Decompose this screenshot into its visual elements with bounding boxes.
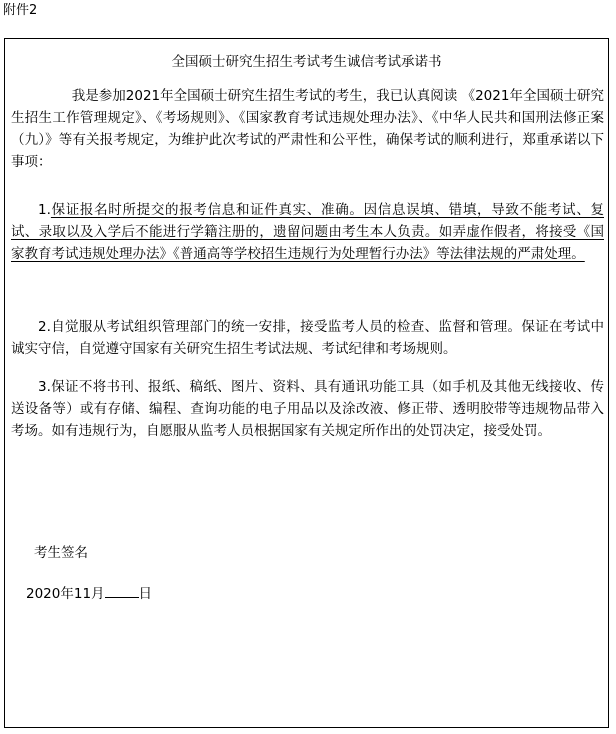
pledge-item-2-number: 2. [38,319,51,335]
signature-label: 考生签名 [34,545,88,561]
date-day-blank[interactable] [105,584,139,598]
intro-paragraph: 我是参加2021年全国硕士研究生招生考试的考生，我已认真阅读 《2021年全国硕士研究生招生工作管理规定》、《考场规则》、《国家教育考试违规处理办法》、《中华人民共和国刑法修正案（九）》等有关报考规定，为维护此次考试的严肃性和公平性，确保考试的顺利进行，郑重承诺以下事项： [11,88,604,170]
attachment-label: 附件2 [3,3,38,18]
pledge-item-1-number: 1. [38,202,51,218]
pledge-item-3-number: 3. [38,379,51,395]
pledge-item-1 [11,199,604,265]
date-line [26,584,152,603]
pledge-item-3 [11,376,604,442]
pledge-document-frame [4,38,609,728]
pledge-item-3-text: 保证不将书刊、报纸、稿纸、图片、资料、具有通讯功能工具（如手机及其他无线接收、传送设备等）或有存储、编程、查询功能的电子用品以及涂改液、修正带、透明胶带等违规物品带入考场。如有违规行为，自愿服从监考人员根据国家有关规定所作出的处罚决定，接受处罚。 [11,379,604,439]
date-prefix: 2020年11月 [26,586,105,602]
pledge-item-1-text: 保证报名时所提交的报考信息和证件真实、准确。因信息误填、错填，导致不能考试、复试、录取以及入学后不能进行学籍注册的，遗留问题由考生本人负责。如弄虚作假者，将接受《国家教育考试违规处理办法》《普通高等学校招生违规行为处理暂行办法》等法律法规的严肃处理。 [11,202,604,262]
pledge-item-2-text: 自觉服从考试组织管理部门的统一安排，接受监考人员的检查、监督和管理。保证在考试中诚实守信，自觉遵守国家有关研究生招生考试法规、考试纪律和考场规则。 [11,319,604,357]
pledge-item-2 [11,316,604,360]
document-title: 全国硕士研究生招生考试考生诚信考试承诺书 [171,54,442,70]
date-suffix: 日 [138,586,153,602]
